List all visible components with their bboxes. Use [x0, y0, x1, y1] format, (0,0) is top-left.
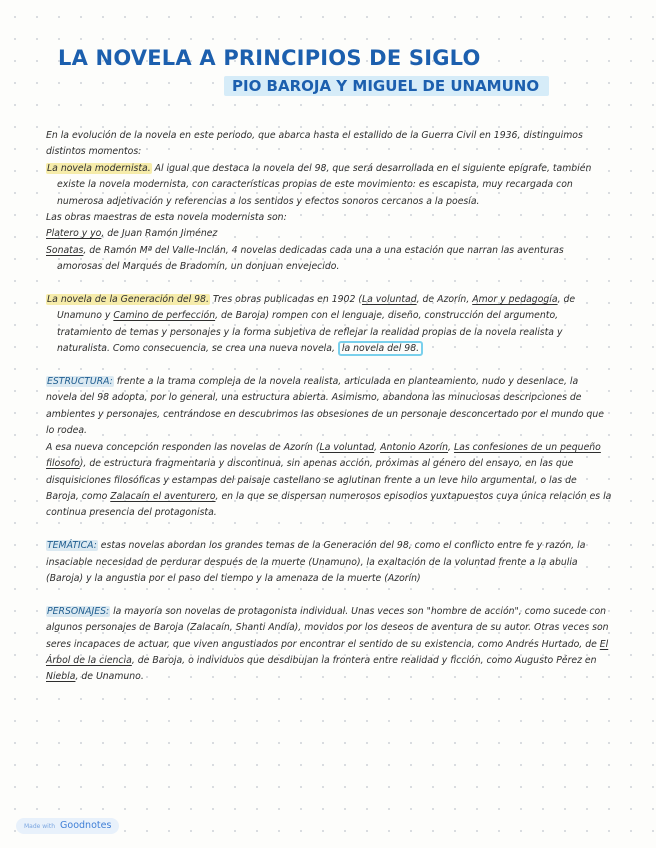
made-with-label: Made with: [24, 823, 55, 830]
obra-author-platero: , de Juan Ramón Jiménez: [101, 228, 218, 240]
text-span: , en la que se dispersan numerosos episodios yuxtapuestos cuya única relación es la continua presencia del protagonista.: [46, 490, 612, 519]
text-span: ,: [374, 441, 381, 453]
estructura-paragraph: [46, 374, 612, 440]
estructura-paragraph-2: [46, 440, 612, 522]
goodnotes-brand: Goodnotes: [60, 820, 112, 831]
work-niebla: Niebla: [46, 671, 76, 683]
work-zalacain: Zalacaín el aventurero: [110, 490, 216, 502]
text-span: la mayoría son novelas de protagonista individual. Unas veces son "hombre de acción", como sucede con algunos personajes de Baroja (Zalacaín, Shanti Andía), movidos por los deseos de aventura de su autor. Otras veces son seres incapaces de actuar, que viven angustiados por encontrar el sentido de su existencia, como Andrés Hurtado, de: [46, 605, 609, 650]
tematica-paragraph: [46, 538, 612, 587]
page-title: LA NOVELA A PRINCIPIOS DE SIGLO: [58, 46, 481, 70]
work-confesiones: Las confesiones de un pequeño filosofo: [46, 441, 601, 470]
notes-body: [46, 128, 612, 686]
work-camino-de-perfeccion: Camino de perfección: [113, 310, 216, 322]
obras-intro: Las obras maestras de esta novela modernista son:: [46, 212, 287, 224]
novela-del-98-box: la novela del 98.: [338, 341, 423, 356]
text-span: ), de estructura fragmentaria y discontinua, sin apenas acción, próximas al género del ensayo, en las que disquisiciones filosóficas y estampas del paisaje castellano se aglutinan frente a un leve hilo argumental, o las de Baroja, como: [46, 458, 577, 502]
intro-paragraph: En la evolución de la novela en este periodo, que abarca hasta el estallido de la Guerra Civil en 1936, distinguimos distintos momentos:: [46, 130, 583, 158]
goodnotes-badge: [16, 818, 119, 834]
page-subtitle: PIO BAROJA Y MIGUEL DE UNAMUNO: [224, 76, 549, 96]
text-span: , de Baroja) rompen con el lenguaje, diseño, construcción del argumento, tratamiento de temas y personajes y la forma subjetiva de reflejar la realidad propias de la novela realista y naturalista. Como consecuencia, se crea una nueva novela,: [57, 310, 563, 355]
obra-desc-sonatas: , de Ramón Mª del Valle-Inclán, 4 novelas dedicadas cada una a una estación que narran las aventuras amorosas del Marqués de Bradomín, un donjuan envejecido.: [57, 244, 564, 273]
estructura-text: frente a la trama compleja de la novela realista, articulada en planteamiento, nudo y desenlace, la novela del 98 adopta, por lo general, una estructura abierta. Asimismo, abandona las minuciosas descripciones de ambientes y personajes, centrándose en descubrimos las obsesiones de un personaje desconcertado por el mundo que lo rodea.: [46, 376, 604, 437]
obra-item-sonatas: [46, 243, 612, 276]
text-span: , de Unamuno y: [57, 294, 576, 322]
personajes-label: PERSONAJES:: [47, 605, 110, 617]
work-amor-y-pedagogia: Amor y pedagogía: [472, 294, 558, 306]
tematica-text: estas novelas abordan los grandes temas de la Generación del 98, como el conflicto entre fe y razón, la insaciable necesidad de perdurar después de la muerte (Unamuno), la exaltación de la voluntad frente a la abulia (Baroja) y la angustia por el paso del tiempo y la amenaza de la muerte (Azorín): [46, 540, 586, 584]
personajes-paragraph: [46, 604, 612, 686]
text-span: Tres obras publicadas en 1902 (: [209, 294, 362, 306]
text-span: , de Azorín,: [416, 294, 473, 306]
work-arbol-de-la-ciencia: El Árbol de la ciencia: [46, 638, 609, 666]
text-span: ,: [448, 441, 454, 453]
generacion98-paragraph: [46, 292, 612, 358]
modernista-label: La novela modernista.: [47, 162, 151, 174]
obra-title-platero: Platero y yo: [46, 228, 102, 240]
generacion98-label: La novela de la Generación del 98.: [47, 294, 209, 306]
work-la-voluntad-2: La voluntad: [319, 441, 375, 453]
text-span: , de Unamuno.: [75, 671, 144, 683]
obra-title-sonatas: Sonatas: [46, 244, 84, 256]
obra-item-platero: [46, 226, 612, 242]
tematica-label: TEMÁTICA:: [47, 540, 97, 552]
work-antonio-azorin: Antonio Azorín: [380, 441, 449, 453]
work-la-voluntad: La voluntad: [361, 294, 417, 306]
text-span: , de Baroja, o individuos que desdibujan la frontera entre realidad y ficción, como Augusto Pérez en: [131, 654, 597, 666]
text-span: A esa nueva concepción responden las novelas de Azorín (: [46, 441, 320, 453]
estructura-label: ESTRUCTURA:: [47, 376, 113, 388]
modernista-paragraph: [46, 161, 612, 210]
modernista-text: Al igual que destaca la novela del 98, que será desarrollada en el siguiente epígrafe, también existe la novela modernista, con características propias de este movimiento: es escapista, muy recargada con numerosa adjetivación y referencias a los sentidos y efectos sonoros cercanos a la poesía.: [57, 162, 592, 207]
